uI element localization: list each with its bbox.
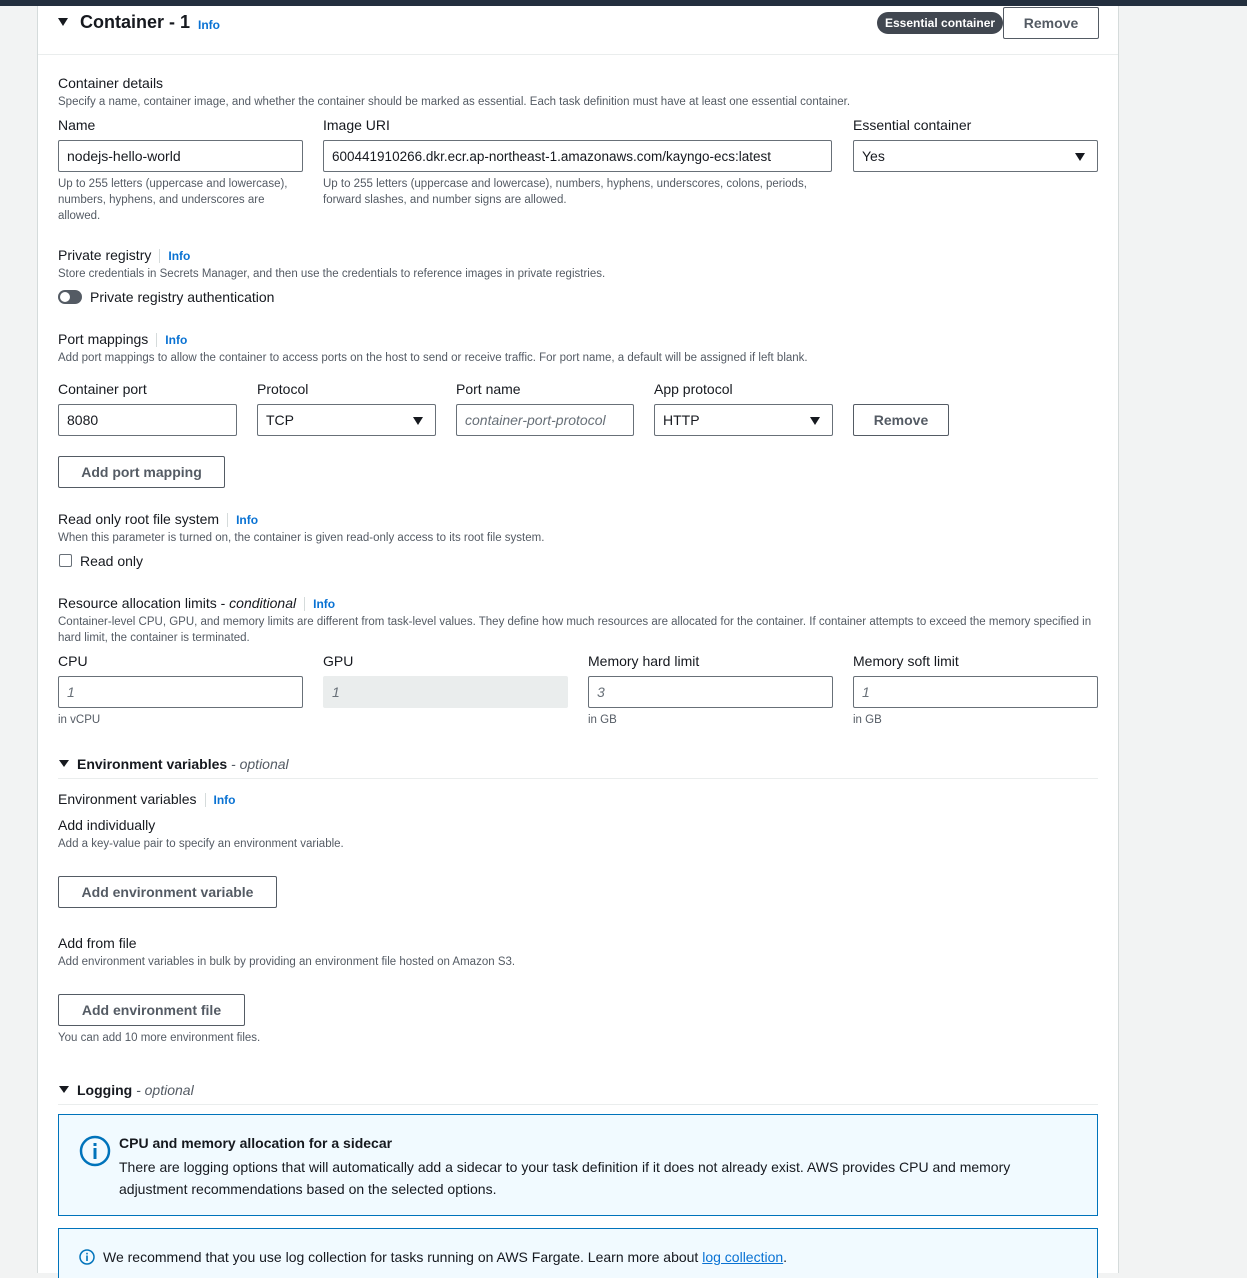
header-divider — [38, 54, 1118, 55]
resources-title-text: Resource allocation limits - — [58, 595, 230, 611]
logging-section-title: Logging — [77, 1082, 133, 1098]
app-protocol-label: App protocol — [654, 381, 733, 397]
log-collection-link[interactable]: log collection — [702, 1249, 784, 1265]
log-collection-message: We recommend that you use log collection for tasks running on AWS Fargate. Learn more about — [103, 1249, 703, 1265]
mem-soft-label: Memory soft limit — [853, 653, 959, 669]
registry-title — [58, 247, 190, 263]
toggle-knob — [60, 292, 70, 302]
mem-hard-input[interactable]: 3 — [588, 676, 833, 708]
registry-toggle-label: Private registry authentication — [90, 289, 275, 305]
container-panel — [37, 6, 1119, 1273]
sidecar-alert — [58, 1114, 1098, 1216]
resources-title-conditional: conditional — [229, 595, 297, 611]
ports-title — [58, 331, 187, 347]
registry-title-text: Private registry — [58, 247, 152, 263]
essential-label: Essential container — [853, 117, 972, 133]
env-file-hint: You can add 10 more environment files. — [58, 1032, 261, 1044]
remove-port-button[interactable]: Remove — [853, 404, 949, 436]
registry-info-link[interactable]: Info — [159, 249, 190, 263]
registry-description: Store credentials in Secrets Manager, and then use the credentials to reference images in private registries. — [58, 268, 606, 280]
log-collection-text — [103, 1249, 787, 1265]
logging-divider — [58, 1104, 1098, 1105]
essential-badge: Essential container — [877, 12, 1003, 34]
essential-select[interactable] — [853, 140, 1098, 172]
info-circle-icon — [79, 1249, 95, 1265]
ports-title-text: Port mappings — [58, 331, 149, 347]
env-divider — [58, 778, 1098, 779]
add-env-file-button[interactable]: Add environment file — [58, 994, 245, 1026]
info-circle-icon — [79, 1135, 111, 1167]
protocol-select-value: TCP — [266, 412, 294, 428]
resources-title — [58, 595, 335, 611]
container-port-input[interactable]: 8080 — [58, 404, 237, 436]
sidecar-alert-title: CPU and memory allocation for a sidecar — [119, 1135, 393, 1151]
env-info-link[interactable]: Info — [205, 793, 236, 807]
details-description: Specify a name, container image, and whether the container should be marked as essential. Each task definition must have at least one essential container. — [58, 96, 851, 108]
readonly-title-text: Read only root file system — [58, 511, 220, 527]
sidecar-alert-body: There are logging options that will automatically add a sidecar to your task definition if it does not already exist. AWS provides CPU and memory adjustment recommendations based on the selected options. — [119, 1159, 1011, 1197]
env-file-desc: Add environment variables in bulk by providing an environment file hosted on Amazon S3. — [58, 956, 516, 968]
essential-select-value: Yes — [862, 148, 885, 164]
add-port-mapping-button[interactable]: Add port mapping — [58, 456, 225, 488]
port-name-label: Port name — [456, 381, 521, 397]
container-title: Container - 1 — [80, 12, 191, 32]
name-label: Name — [58, 117, 96, 133]
readonly-title — [58, 511, 258, 527]
env-title-text: Environment variables — [58, 791, 197, 807]
mem-soft-unit: in GB — [853, 714, 882, 726]
cpu-label: CPU — [58, 653, 88, 669]
app-protocol-select[interactable] — [654, 404, 833, 436]
mem-hard-unit: in GB — [588, 714, 617, 726]
container-info-link[interactable]: Info — [198, 18, 220, 32]
protocol-select[interactable] — [257, 404, 436, 436]
env-individual-title: Add individually — [58, 817, 156, 833]
env-section-header[interactable] — [77, 756, 289, 772]
env-caret-icon[interactable] — [59, 760, 69, 767]
resources-description: Container-level CPU, GPU, and memory limits are different from task-level values. They define how much resources are allocated for the container. If container attempts to exceed the memory specified in hard limit, the container is terminated. — [58, 616, 1092, 644]
cpu-unit: in vCPU — [58, 714, 101, 726]
env-individual-desc: Add a key-value pair to specify an environment variable. — [58, 838, 344, 850]
logging-section-optional: - optional — [132, 1082, 194, 1098]
gpu-input: 1 — [323, 676, 568, 708]
app-protocol-select-value: HTTP — [663, 412, 700, 428]
env-title — [58, 791, 236, 807]
env-file-title: Add from file — [58, 935, 137, 951]
mem-hard-label: Memory hard limit — [588, 653, 700, 669]
chevron-down-icon — [810, 417, 820, 425]
chevron-down-icon — [1075, 153, 1085, 161]
name-hint: Up to 255 letters (uppercase and lowercase), numbers, hyphens, and underscores are allowed. — [58, 178, 288, 222]
gpu-label: GPU — [323, 653, 354, 669]
env-section-optional: - optional — [227, 756, 289, 772]
add-env-var-button[interactable]: Add environment variable — [58, 876, 277, 908]
logging-section-header[interactable] — [77, 1082, 194, 1098]
collapse-caret-icon[interactable] — [58, 18, 68, 26]
container-port-label: Container port — [58, 381, 147, 397]
resources-info-link[interactable]: Info — [304, 597, 335, 611]
log-collection-end: . — [783, 1249, 788, 1265]
readonly-checkbox[interactable] — [59, 554, 72, 567]
details-title: Container details — [58, 75, 164, 91]
logging-caret-icon[interactable] — [59, 1086, 69, 1093]
env-section-title: Environment variables — [77, 756, 228, 772]
remove-container-button[interactable]: Remove — [1003, 7, 1099, 39]
protocol-label: Protocol — [257, 381, 309, 397]
registry-toggle[interactable] — [58, 290, 82, 304]
cpu-input[interactable]: 1 — [58, 676, 303, 708]
chevron-down-icon — [413, 417, 423, 425]
ports-info-link[interactable]: Info — [156, 333, 187, 347]
port-name-input[interactable]: container-port-protocol — [456, 404, 634, 436]
ports-description: Add port mappings to allow the container to access ports on the host to send or receive traffic. For port name, a default will be assigned if left blank. — [58, 352, 808, 364]
name-input[interactable]: nodejs-hello-world — [58, 140, 303, 172]
image-uri-hint: Up to 255 letters (uppercase and lowercase), numbers, hyphens, underscores, colons, periods, forward slashes, and number signs are allowed. — [323, 178, 807, 206]
readonly-description: When this parameter is turned on, the container is given read-only access to its root file system. — [58, 532, 545, 544]
readonly-info-link[interactable]: Info — [227, 513, 258, 527]
image-uri-label: Image URI — [323, 117, 390, 133]
mem-soft-input[interactable]: 1 — [853, 676, 1098, 708]
image-uri-input[interactable]: 600441910266.dkr.ecr.ap-northeast-1.amazonaws.com/kayngo-ecs:latest — [323, 140, 832, 172]
readonly-checkbox-label: Read only — [80, 553, 144, 569]
log-collection-alert — [58, 1228, 1098, 1278]
